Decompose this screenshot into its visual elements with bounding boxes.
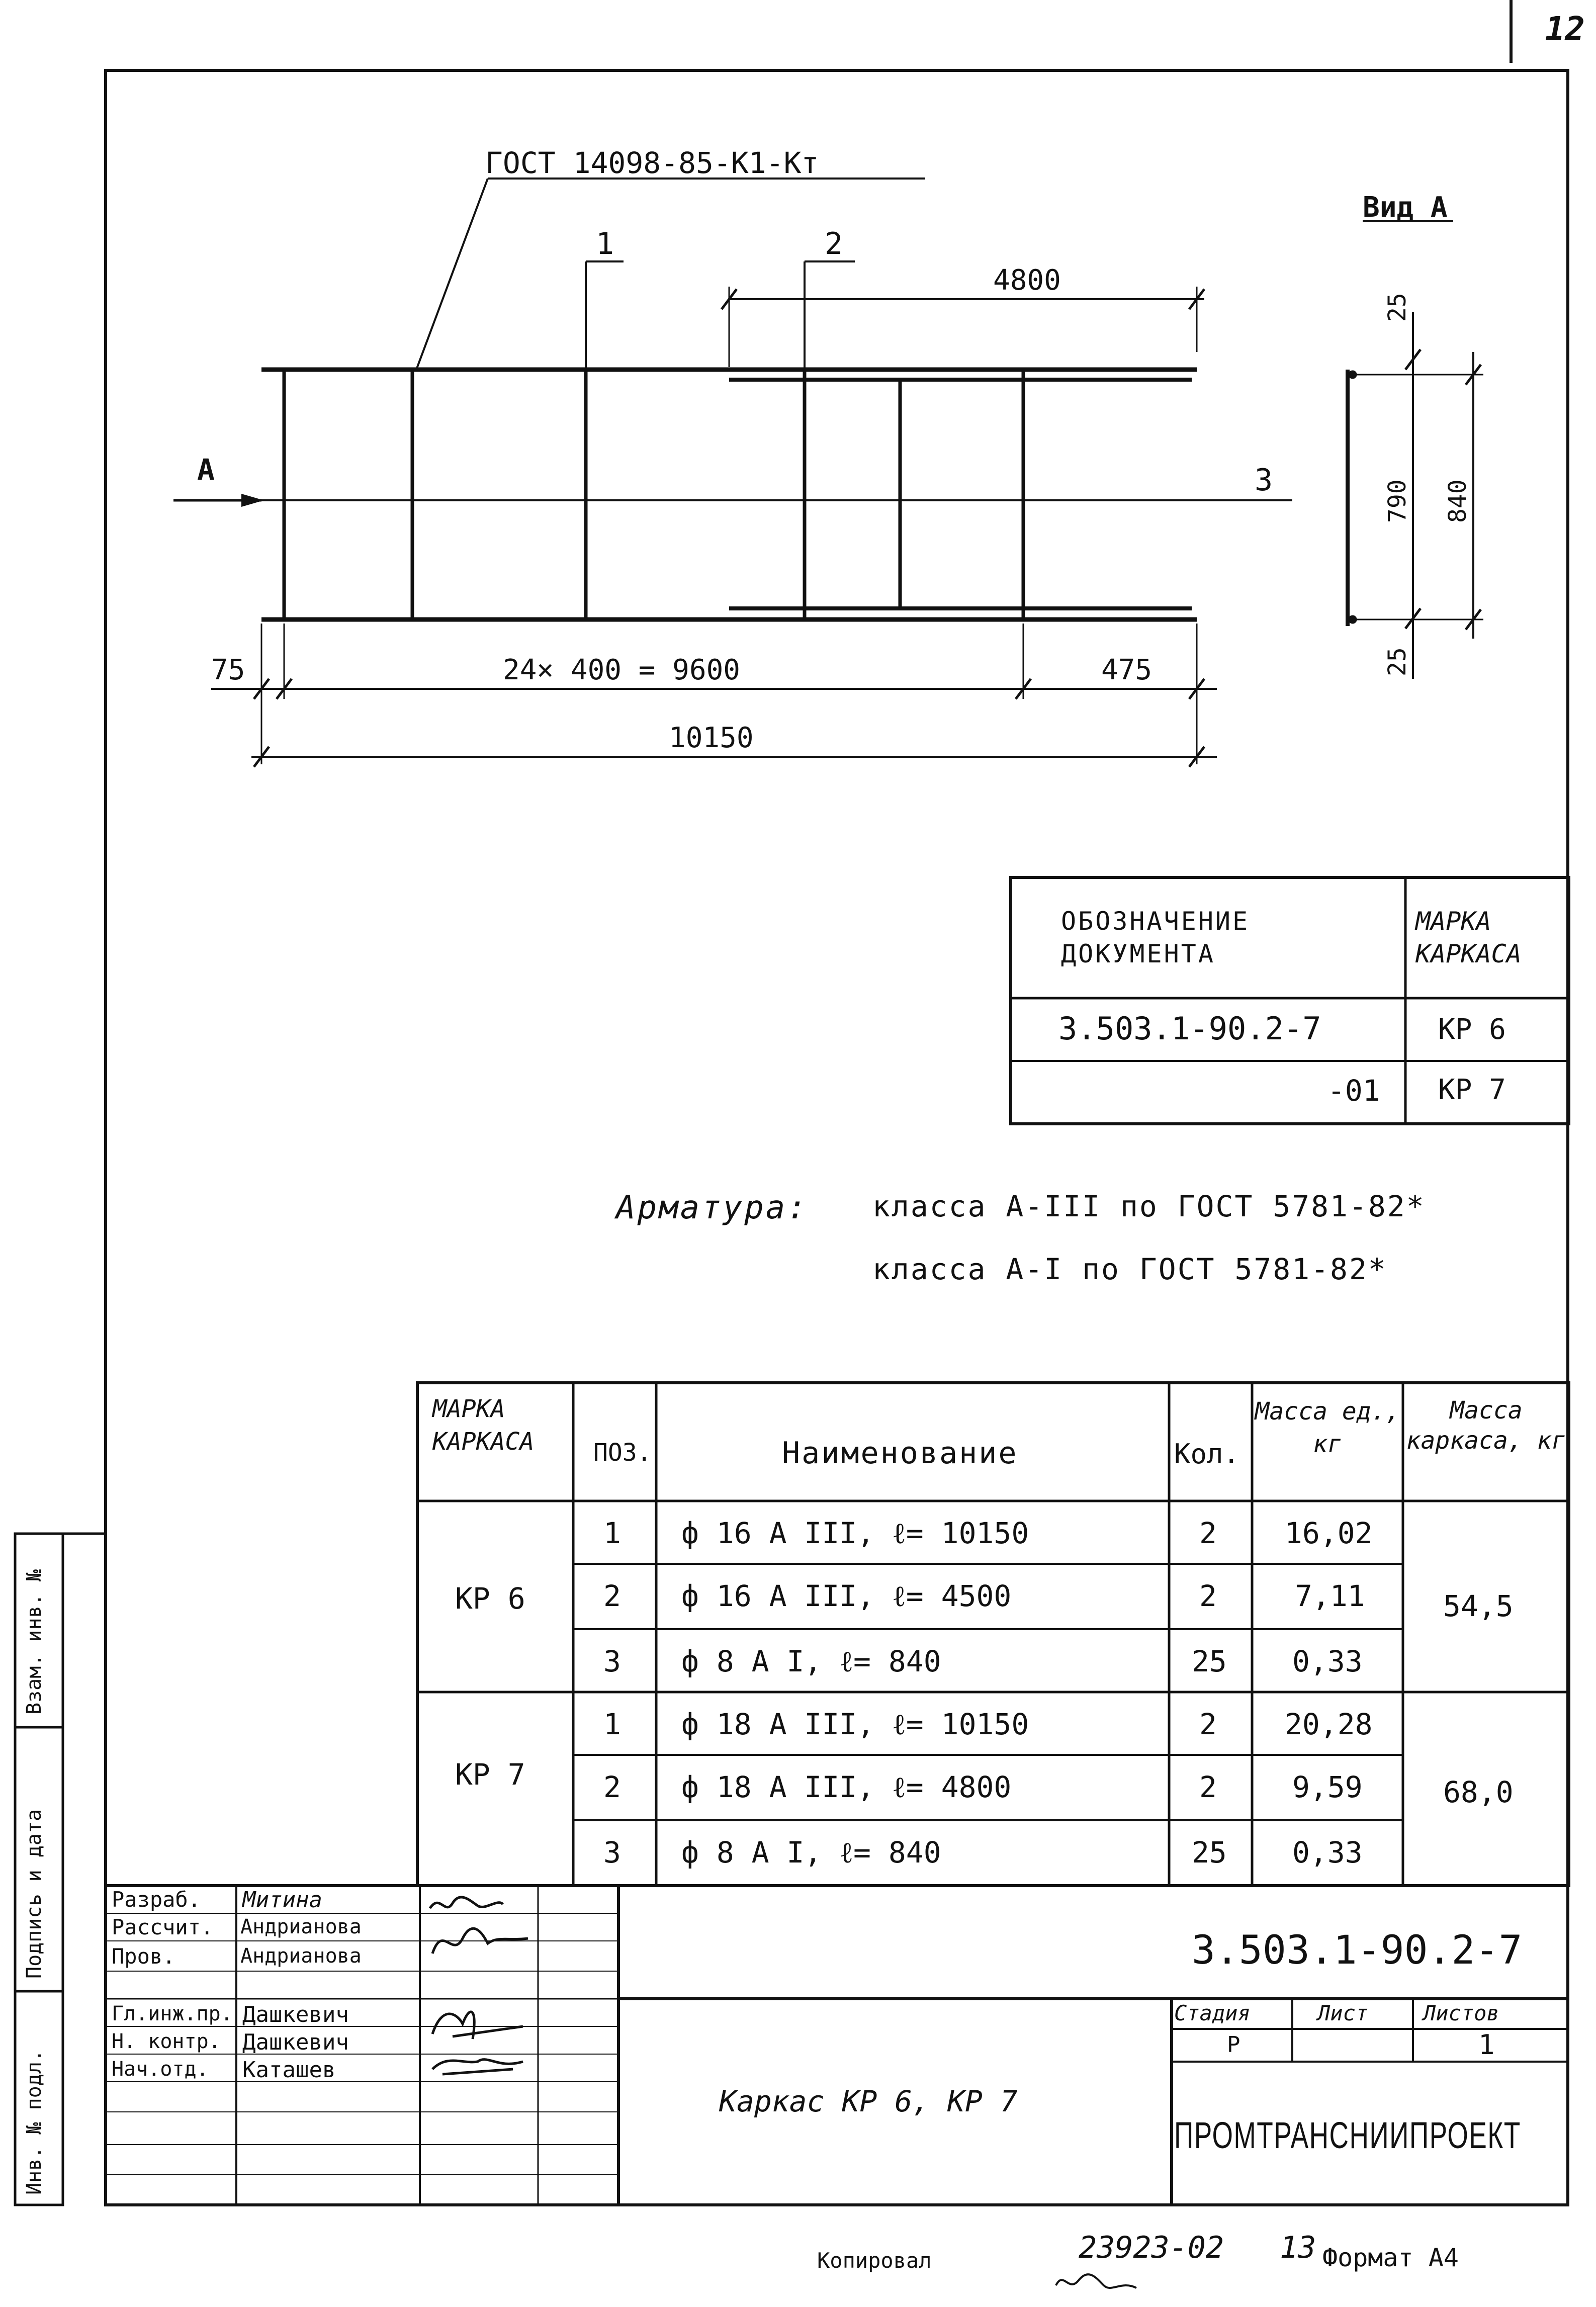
- tb-sheets: 1: [1478, 2029, 1495, 2061]
- spec-g1-r3-name: ф 8 А I, ℓ= 840: [681, 1644, 941, 1678]
- gost-leader: [416, 179, 488, 370]
- tb-name-3: Андрианова: [240, 1944, 362, 1968]
- spec-header-mark: МАРКА КАРКАСА: [432, 1395, 535, 1456]
- dim-spacing: 24× 400 = 9600: [503, 654, 741, 686]
- doc-row-1-mark: КР 6: [1438, 1013, 1506, 1046]
- spec-group-2-mark: КР 7: [455, 1757, 525, 1792]
- dim-475: 475: [1101, 654, 1152, 686]
- tb-role-6: Нач.отд.: [112, 2058, 209, 2081]
- tb-name-5: Дашкевич: [242, 2029, 349, 2055]
- side-dim-790: 790: [1383, 479, 1411, 523]
- spec-g2-r3-name: ф 8 А I, ℓ= 840: [681, 1835, 941, 1870]
- doc-row-2-designation: -01: [1327, 1074, 1380, 1108]
- armature-label: Арматура:: [616, 1189, 809, 1226]
- spec-group-1-mark: КР 6: [455, 1581, 525, 1616]
- side-dim-25-bottom: 25: [1383, 647, 1411, 676]
- spec-g1-r3-qty: 25: [1192, 1644, 1227, 1678]
- side-stamp-inv-orig: Инв. № подл.: [23, 2050, 46, 2195]
- arrow-label: А: [197, 453, 215, 487]
- position-1-label: 1: [596, 226, 614, 261]
- dim-75: 75: [211, 654, 245, 686]
- doc-table-header-designation: ОБОЗНАЧЕНИЕ ДОКУМЕНТА: [1061, 907, 1250, 968]
- tb-name-4: Дашкевич: [242, 2002, 349, 2027]
- tb-organization: ПРОМТРАНСНИИПРОЕКТ: [1174, 2114, 1521, 2156]
- tb-role-3: Пров.: [112, 1944, 175, 1969]
- spec-g2-r2-name: ф 18 А III, ℓ= 4800: [681, 1770, 1012, 1804]
- spec-group-2-frame-mass: 68,0: [1443, 1775, 1514, 1809]
- footer-sheet-no: 13: [1280, 2230, 1316, 2265]
- gost-callout: ГОСТ 14098-85-К1-Кт: [485, 146, 819, 180]
- signature-4: [432, 2060, 523, 2074]
- doc-table-header-mark: МАРКА КАРКАСА: [1415, 907, 1522, 968]
- view-a-label: Вид А: [1363, 191, 1448, 224]
- tb-role-4: Гл.инж.пр.: [112, 2002, 233, 2025]
- tb-role-1: Разраб.: [112, 1887, 201, 1912]
- side-stamp-inv-replace: Взам. инв. №: [23, 1569, 46, 1715]
- page-number: 12: [1545, 10, 1585, 48]
- tb-sheet-header: Лист: [1317, 2001, 1369, 2025]
- side-dim-25-top: 25: [1383, 293, 1411, 322]
- footer-number: 23923-02: [1079, 2230, 1224, 2265]
- tb-stage: Р: [1227, 2032, 1240, 2058]
- dim-total: 10150: [669, 722, 754, 754]
- spec-g2-r1-unit-mass: 20,28: [1285, 1707, 1373, 1741]
- doc-row-2-mark: КР 7: [1438, 1074, 1506, 1106]
- tb-name-1: Митина: [242, 1887, 322, 1913]
- spec-g2-r3-pos: 3: [603, 1835, 621, 1870]
- spec-g2-r1-pos: 1: [603, 1707, 621, 1741]
- spec-g1-r1-qty: 2: [1199, 1516, 1217, 1550]
- spec-g2-r2-pos: 2: [603, 1770, 621, 1804]
- spec-g1-r1-name: ф 16 А III, ℓ= 10150: [681, 1516, 1029, 1550]
- footer-format: Формат А4: [1322, 2243, 1459, 2272]
- spec-g2-r3-qty: 25: [1192, 1835, 1227, 1870]
- spec-header-name: Наименование: [782, 1436, 1018, 1471]
- spec-header-qty: Кол.: [1174, 1438, 1240, 1470]
- signature-1: [430, 1897, 503, 1908]
- spec-g2-r3-unit-mass: 0,33: [1292, 1835, 1363, 1870]
- spec-g1-r3-unit-mass: 0,33: [1292, 1644, 1363, 1678]
- tb-stage-header: Стадия: [1174, 2001, 1251, 2025]
- spec-header-unit-mass: Масса ед., кг: [1255, 1397, 1400, 1458]
- position-2-label: 2: [825, 226, 843, 261]
- side-dim-840: 840: [1444, 479, 1472, 523]
- signature-2: [432, 1928, 528, 1954]
- position-3-label: 3: [1255, 463, 1273, 498]
- spec-g1-r1-unit-mass: 16,02: [1285, 1516, 1373, 1550]
- footer-copied: Копировал: [817, 2248, 932, 2273]
- side-stamp-sign-date: Подпись и дата: [23, 1809, 46, 1979]
- dim-4800: 4800: [993, 264, 1061, 297]
- tb-role-5: Н. контр.: [112, 2030, 221, 2053]
- doc-row-1-designation: 3.503.1-90.2-7: [1058, 1010, 1321, 1047]
- tb-sheets-header: Листов: [1423, 2001, 1499, 2025]
- spec-g1-r1-pos: 1: [603, 1516, 621, 1550]
- spec-g1-r2-unit-mass: 7,11: [1295, 1579, 1365, 1613]
- spec-header-frame-mass: Масса каркаса, кг: [1406, 1396, 1566, 1455]
- spec-g1-r3-pos: 3: [603, 1644, 621, 1678]
- footer-signature: [1051, 2265, 1141, 2300]
- signatures: [422, 1888, 538, 2089]
- armature-line-1: класса А-III по ГОСТ 5781-82*: [872, 1189, 1426, 1223]
- spec-g1-r2-qty: 2: [1199, 1579, 1217, 1613]
- spec-header-pos: ПОЗ.: [593, 1439, 652, 1467]
- spec-g1-r2-pos: 2: [603, 1579, 621, 1613]
- spec-g2-r1-name: ф 18 А III, ℓ= 10150: [681, 1707, 1029, 1741]
- spec-g1-r2-name: ф 16 А III, ℓ= 4500: [681, 1579, 1012, 1613]
- tb-role-2: Рассчит.: [112, 1915, 214, 1939]
- spec-g2-r1-qty: 2: [1199, 1707, 1217, 1741]
- tb-name-2: Андрианова: [240, 1915, 362, 1938]
- spec-group-1-frame-mass: 54,5: [1443, 1589, 1514, 1623]
- tb-title: Каркас КР 6, КР 7: [719, 2084, 1018, 2118]
- signature-3: [432, 2012, 523, 2039]
- armature-line-2: класса А-I по ГОСТ 5781-82*: [872, 1252, 1387, 1286]
- spec-g2-r2-unit-mass: 9,59: [1292, 1770, 1363, 1804]
- tb-designation: 3.503.1-90.2-7: [1192, 1928, 1523, 1973]
- spec-g2-r2-qty: 2: [1199, 1770, 1217, 1804]
- tb-name-6: Каташев: [242, 2057, 336, 2083]
